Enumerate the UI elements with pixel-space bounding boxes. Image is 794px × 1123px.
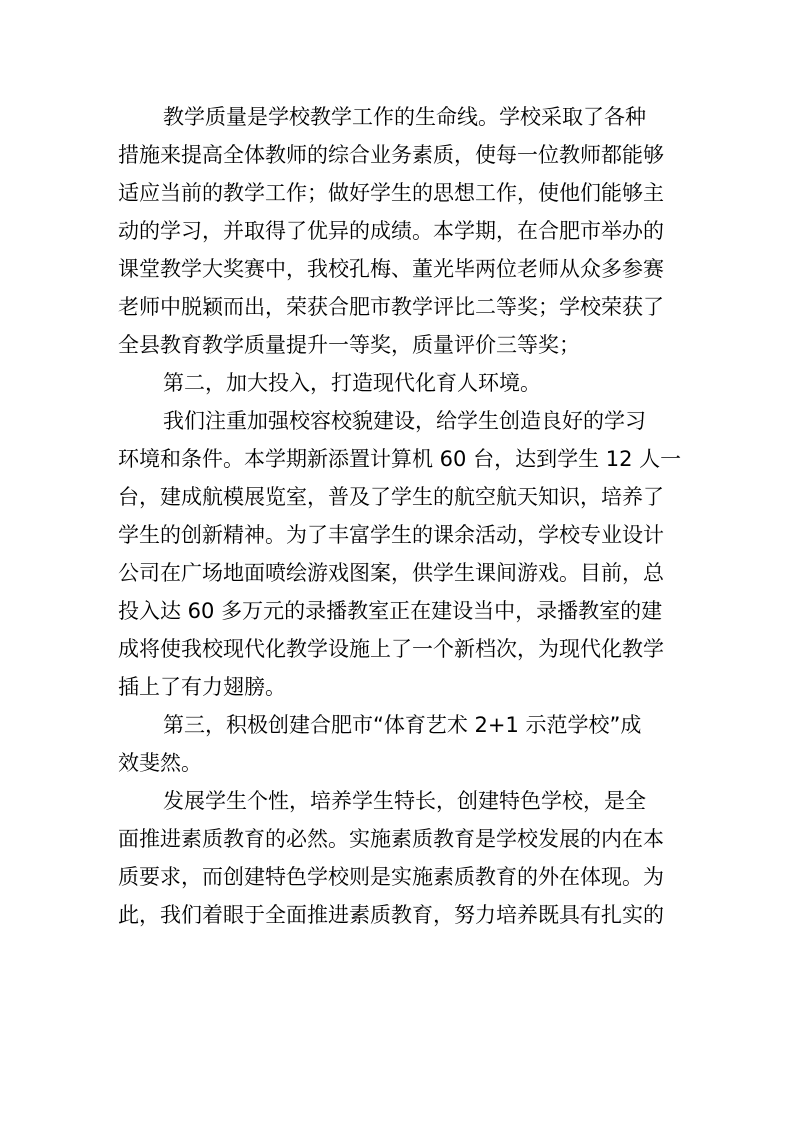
- paragraph-line: 发展学生个性，培养学生特长，创建特色学校，是全: [163, 789, 646, 813]
- document-body: [118, 98, 682, 934]
- section-heading: 第三，积极创建合肥市“体育艺术 2+1 示范学校”成: [163, 713, 642, 737]
- paragraph-line: 学生的创新精神。为了丰富学生的课余活动，学校专业设计: [118, 523, 664, 547]
- section-heading: 第二，加大投入，打造现代化育人环境。: [163, 371, 541, 395]
- section-heading: 效斐然。: [118, 751, 202, 775]
- paragraph-line: 适应当前的教学工作；做好学生的思想工作，使他们能够主: [118, 181, 664, 205]
- paragraph-line: 公司在广场地面喷绘游戏图案，供学生课间游戏。目前，总: [118, 561, 664, 585]
- paragraph-line: 课堂教学大奖赛中，我校孔梅、董光毕两位老师从众多参赛: [118, 257, 664, 281]
- paragraph-line: 插上了有力翅膀。: [118, 675, 286, 699]
- paragraph-line: 面推进素质教育的必然。实施素质教育是学校发展的内在本: [118, 827, 664, 851]
- paragraph-line: 环境和条件。本学期新添置计算机 60 台，达到学生 12 人一: [118, 447, 682, 471]
- paragraph-line: 教学质量是学校教学工作的生命线。学校采取了各种: [163, 105, 646, 129]
- paragraph-line: 我们注重加强校容校貌建设，给学生创造良好的学习: [163, 409, 646, 433]
- paragraph-line: 台，建成航模展览室，普及了学生的航空航天知识，培养了: [118, 485, 664, 509]
- paragraph-line: 投入达 60 多万元的录播教室正在建设当中，录播教室的建: [118, 599, 663, 623]
- paragraph-line: 质要求，而创建特色学校则是实施素质教育的外在体现。为: [118, 865, 664, 889]
- paragraph-line: 措施来提高全体教师的综合业务素质，使每一位教师都能够: [118, 143, 664, 167]
- paragraph-line: 全县教育教学质量提升一等奖，质量评价三等奖；: [118, 333, 580, 357]
- paragraph-line: 此，我们着眼于全面推进素质教育，努力培养既具有扎实的: [118, 903, 664, 927]
- paragraph-line: 老师中脱颖而出，荣获合肥市教学评比二等奖；学校荣获了: [118, 295, 664, 319]
- paragraph-line: 动的学习，并取得了优异的成绩。本学期，在合肥市举办的: [118, 219, 664, 243]
- paragraph-line: 成将使我校现代化教学设施上了一个新档次，为现代化教学: [118, 637, 664, 661]
